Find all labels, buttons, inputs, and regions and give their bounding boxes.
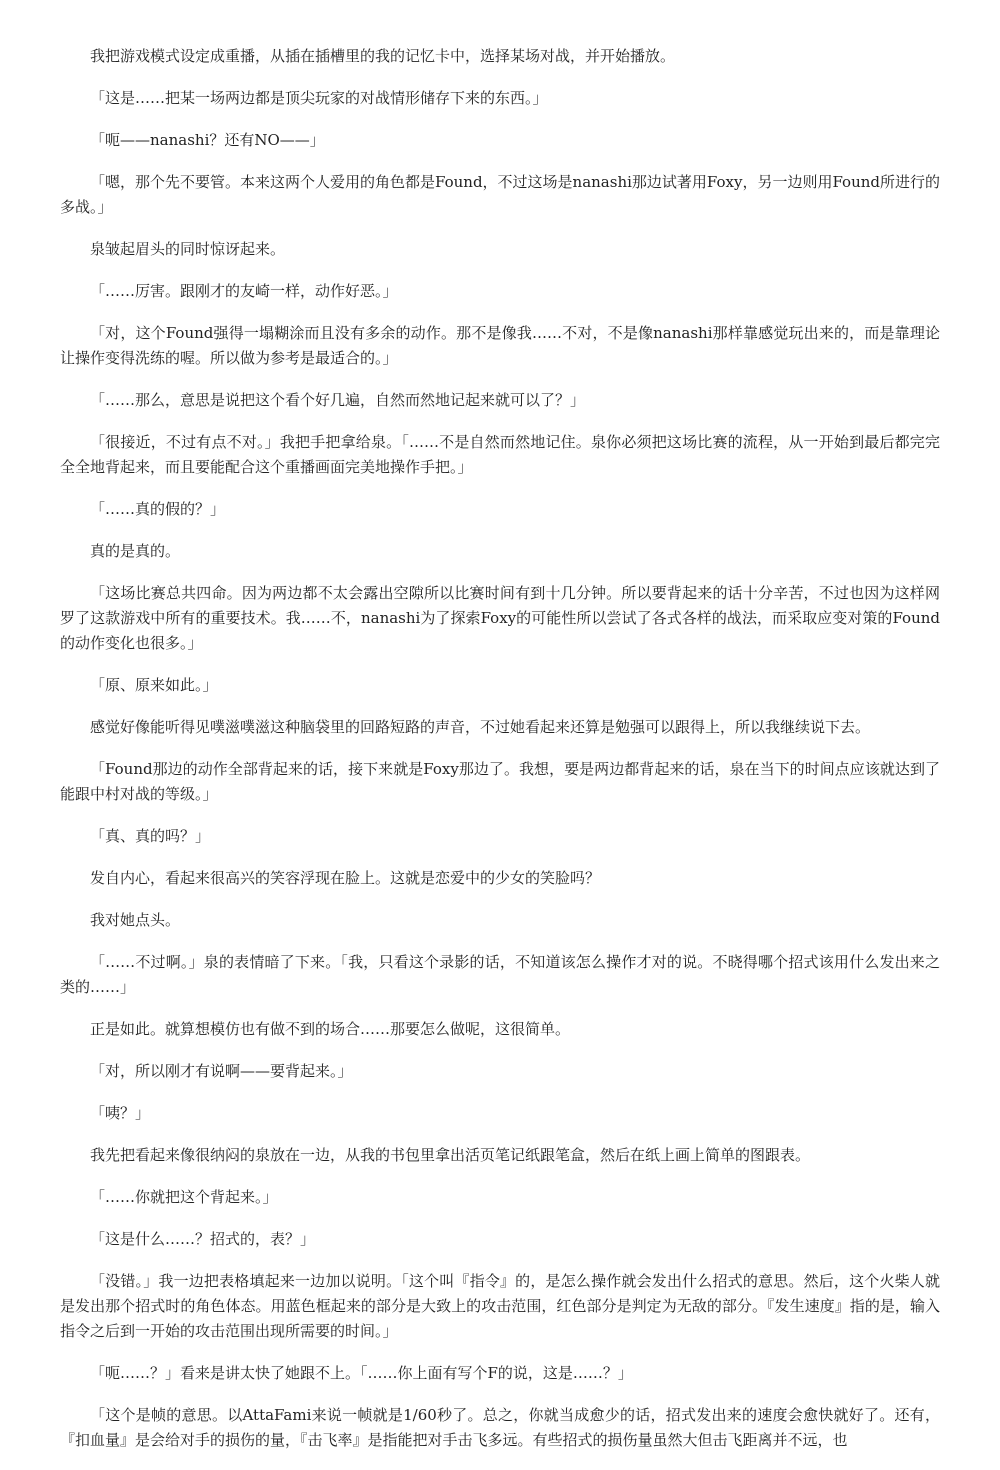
- paragraph: 「这个是帧的意思。以AttaFami来说一帧就是1/60秒了。总之，你就当成愈少的话，招式发出来的速度会愈快就好了。还有，『扣血量』是会给对手的损伤的量，『击飞率』是指能把对手击飞多远。有些招式的损伤量虽然大但击飞距离并不远，也: [60, 1406, 940, 1449]
- paragraph: 「呃——nanashi？还有NO——」: [90, 131, 325, 149]
- paragraph: 「很接近，不过有点不对。」我把手把拿给泉。「……不是自然而然地记住。泉你必须把这场比赛的流程，从一开始到最后都完完全全地背起来，而且要能配合这个重播画面完美地操作手把。」: [60, 433, 940, 476]
- paragraph: 「……那么，意思是说把这个看个好几遍，自然而然地记起来就可以了？」: [90, 391, 586, 409]
- paragraph: 我把游戏模式设定成重播，从插在插槽里的我的记忆卡中，选择某场对战，并开始播放。: [90, 47, 676, 65]
- paragraph: 「Found那边的动作全部背起来的话，接下来就是Foxy那边了。我想，要是两边都背起来的话，泉在当下的时间点应该就达到了能跟中村对战的等级。」: [60, 760, 940, 803]
- paragraph: 「嗯，那个先不要管。本来这两个人爱用的角色都是Found，不过这场是nanashi那边试著用Foxy，另一边则用Found所进行的多战。」: [60, 173, 941, 216]
- paragraph: 「……厉害。跟刚才的友崎一样，动作好恶。」: [90, 282, 398, 300]
- paragraph: 感觉好像能听得见噗滋噗滋这种脑袋里的回路短路的声音，不过她看起来还算是勉强可以跟得上，所以我继续说下去。: [90, 718, 871, 736]
- paragraph: 正是如此。就算想模仿也有做不到的场合……那要怎么做呢，这很简单。: [90, 1020, 571, 1038]
- paragraph: 我先把看起来像很纳闷的泉放在一边，从我的书包里拿出活页笔记纸跟笔盒，然后在纸上画上简单的图跟表。: [90, 1146, 811, 1164]
- paragraph: 「这是……把某一场两边都是顶尖玩家的对战情形储存下来的东西。」: [90, 89, 548, 107]
- paragraph: 「真、真的吗？」: [90, 827, 211, 845]
- paragraph: 「没错。」我一边把表格填起来一边加以说明。「这个叫『指令』的，是怎么操作就会发出什么招式的意思。然后，这个火柴人就是发出那个招式时的角色体态。用蓝色框起来的部分是大致上的攻击范围，红色部分是判定为无敌的部分。『发生速度』指的是，输入指令之后到一开始的攻击范围出现所需要的时间。」: [60, 1272, 940, 1340]
- paragraph: 「……你就把这个背起来。」: [90, 1188, 278, 1206]
- paragraph: 我对她点头。: [90, 911, 181, 929]
- paragraph: 泉皱起眉头的同时惊讶起来。: [90, 240, 286, 258]
- paragraph: 「原、原来如此。」: [90, 676, 218, 694]
- paragraph: 发自内心，看起来很高兴的笑容浮现在脸上。这就是恋爱中的少女的笑脸吗？: [90, 869, 601, 887]
- paragraph: 「……真的假的？」: [90, 500, 226, 518]
- paragraph: 「……不过啊。」泉的表情暗了下来。「我，只看这个录影的话，不知道该怎么操作才对的说。不晓得哪个招式该用什么发出来之类的……」: [60, 953, 940, 996]
- paragraph: 「这场比赛总共四命。因为两边都不太会露出空隙所以比赛时间有到十几分钟。所以要背起来的话十分辛苦，不过也因为这样网罗了这款游戏中所有的重要技术。我……不，nanashi为了探索Foxy的可能性所以尝试了各式各样的战法，而采取应变对策的Found的动作变化也很多。」: [60, 584, 940, 652]
- paragraph: 「呃……？」看来是讲太快了她跟不上。「……你上面有写个F的说，这是……？」: [90, 1364, 633, 1382]
- paragraph: 「咦？」: [90, 1104, 151, 1122]
- paragraph: 「对，这个Found强得一塌糊涂而且没有多余的动作。那不是像我……不对，不是像nanashi那样靠感觉玩出来的，而是靠理论让操作变得洗练的喔。所以做为参考是最适合的。」: [60, 324, 940, 367]
- paragraph: 「对，所以刚才有说啊——要背起来。」: [90, 1062, 353, 1080]
- paragraph: 真的是真的。: [90, 542, 181, 560]
- document-page: [60, 44, 940, 1470]
- paragraph: 「这是什么……？招式的，表？」: [90, 1230, 316, 1248]
